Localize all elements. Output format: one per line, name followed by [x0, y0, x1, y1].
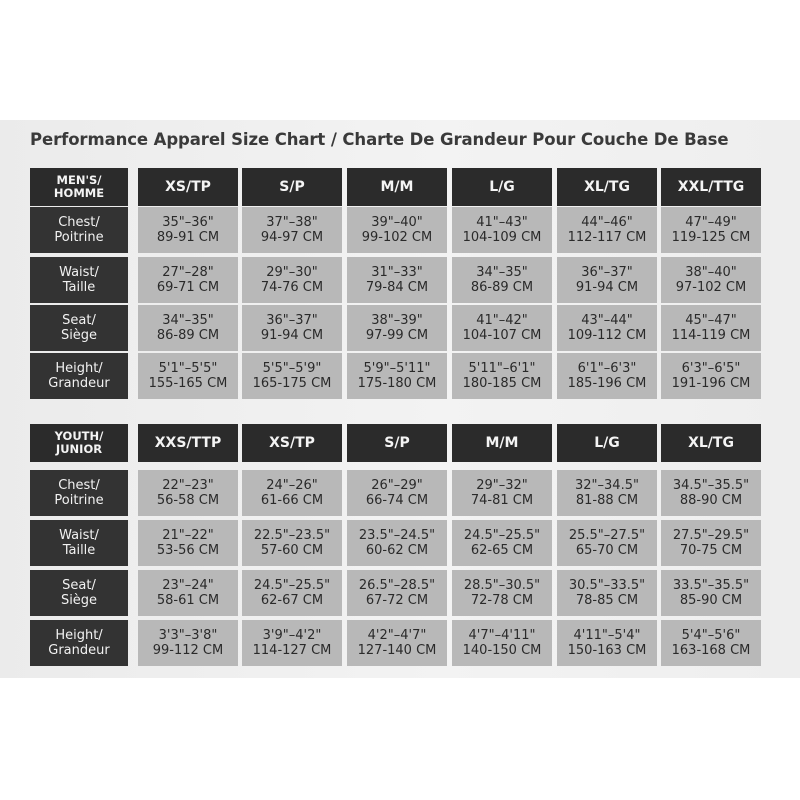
youth-size-header: L/G: [557, 424, 657, 462]
cell-line: 74-81 CM: [470, 493, 534, 508]
cell-line: 81-88 CM: [575, 493, 639, 508]
cell-line: YOUTH/: [54, 429, 104, 443]
cell-line: 91-94 CM: [575, 280, 639, 295]
cell-line: Waist/: [59, 528, 99, 543]
cell-line: 78-85 CM: [575, 593, 639, 608]
cell-line: 41"–43": [476, 215, 528, 230]
cell-line: 163-168 CM: [671, 643, 751, 658]
youth-size-value: [138, 470, 238, 516]
cell-line: 44"–46": [581, 215, 633, 230]
youth-size-value: [661, 470, 761, 516]
cell-line: Taille: [62, 543, 96, 558]
cell-line: 22.5"–23.5": [253, 528, 331, 543]
cell-line: 36"–37": [581, 265, 633, 280]
mens-size-value: [557, 305, 657, 351]
cell-line: 85-90 CM: [679, 593, 743, 608]
cell-line: MEN'S/: [56, 173, 102, 187]
mens-measure-row: [0, 305, 800, 351]
youth-size-value: [557, 570, 657, 616]
cell-line: 56-58 CM: [156, 493, 220, 508]
cell-line: 185-196 CM: [567, 376, 647, 391]
cell-line: 5'4"–5'6": [681, 628, 741, 643]
youth-measure-row: [0, 470, 800, 516]
cell-line: 53-56 CM: [156, 543, 220, 558]
cell-line: 57-60 CM: [260, 543, 324, 558]
cell-line: 24.5"–25.5": [253, 578, 331, 593]
mens-size-value: [242, 207, 342, 253]
cell-line: Seat/: [62, 313, 96, 328]
cell-line: 27"–28": [162, 265, 214, 280]
cell-line: 67-72 CM: [365, 593, 429, 608]
cell-line: 24"–26": [266, 478, 318, 493]
cell-line: 24.5"–25.5": [463, 528, 541, 543]
cell-line: 72-78 CM: [470, 593, 534, 608]
cell-line: Taille: [62, 280, 96, 295]
cell-line: 27.5"–29.5": [672, 528, 750, 543]
cell-line: 5'5"–5'9": [262, 361, 322, 376]
cell-line: 62-65 CM: [470, 543, 534, 558]
cell-line: 21"–22": [162, 528, 214, 543]
mens-size-value: [661, 305, 761, 351]
youth-size-header: XXS/TTP: [138, 424, 238, 462]
cell-line: 45"–47": [685, 313, 737, 328]
cell-line: 6'3"–6'5": [681, 361, 741, 376]
youth-corner-label: [30, 424, 128, 462]
cell-line: Height/: [55, 628, 103, 643]
mens-corner-label: [30, 168, 128, 206]
cell-line: 4'7"–4'11": [468, 628, 536, 643]
mens-row-label: [30, 257, 128, 303]
cell-line: 5'9"–5'11": [363, 361, 431, 376]
youth-size-value: [557, 520, 657, 566]
mens-measure-row: [0, 353, 800, 399]
mens-size-value: [452, 257, 552, 303]
cell-line: 23"–24": [162, 578, 214, 593]
cell-line: 112-117 CM: [567, 230, 647, 245]
youth-size-value: [557, 470, 657, 516]
cell-line: 4'2"–4'7": [367, 628, 427, 643]
cell-line: 74-76 CM: [260, 280, 324, 295]
mens-size-value: [347, 207, 447, 253]
cell-line: 91-94 CM: [260, 328, 324, 343]
youth-size-value: [557, 620, 657, 666]
cell-line: 104-109 CM: [462, 230, 542, 245]
youth-size-value: [138, 570, 238, 616]
youth-header-row: [0, 424, 800, 470]
youth-size-value: [347, 570, 447, 616]
cell-line: 26.5"–28.5": [358, 578, 436, 593]
cell-line: Chest/: [58, 215, 100, 230]
cell-line: 94-97 CM: [260, 230, 324, 245]
cell-line: 6'1"–6'3": [577, 361, 637, 376]
youth-row-label: [30, 570, 128, 616]
youth-size-value: [242, 520, 342, 566]
cell-line: Height/: [55, 361, 103, 376]
cell-line: 41"–42": [476, 313, 528, 328]
mens-size-value: [242, 353, 342, 399]
cell-line: 34"–35": [162, 313, 214, 328]
mens-size-value: [557, 257, 657, 303]
mens-size-header: XXL/TTG: [661, 168, 761, 206]
cell-line: 62-67 CM: [260, 593, 324, 608]
youth-size-value: [138, 520, 238, 566]
cell-line: 88-90 CM: [679, 493, 743, 508]
mens-size-value: [452, 305, 552, 351]
cell-line: 33.5"–35.5": [672, 578, 750, 593]
cell-line: 175-180 CM: [357, 376, 437, 391]
cell-line: 61-66 CM: [260, 493, 324, 508]
youth-size-value: [347, 520, 447, 566]
cell-line: 114-127 CM: [252, 643, 332, 658]
mens-size-header: L/G: [452, 168, 552, 206]
cell-line: 86-89 CM: [156, 328, 220, 343]
cell-line: 39"–40": [371, 215, 423, 230]
cell-line: Grandeur: [48, 376, 110, 391]
youth-row-label: [30, 470, 128, 516]
mens-measure-row: [0, 207, 800, 253]
cell-line: 66-74 CM: [365, 493, 429, 508]
cell-line: 58-61 CM: [156, 593, 220, 608]
cell-line: 140-150 CM: [462, 643, 542, 658]
cell-line: 22"–23": [162, 478, 214, 493]
youth-row-label: [30, 520, 128, 566]
youth-size-value: [242, 620, 342, 666]
cell-line: 31"–33": [371, 265, 423, 280]
youth-size-value: [452, 470, 552, 516]
cell-line: Poitrine: [54, 493, 104, 508]
mens-size-header: S/P: [242, 168, 342, 206]
cell-line: 119-125 CM: [671, 230, 751, 245]
youth-size-value: [242, 570, 342, 616]
cell-line: 37"–38": [266, 215, 318, 230]
youth-size-value: [661, 620, 761, 666]
cell-line: 47"–49": [685, 215, 737, 230]
mens-size-value: [242, 305, 342, 351]
cell-line: 43"–44": [581, 313, 633, 328]
youth-size-value: [347, 620, 447, 666]
cell-line: 36"–37": [266, 313, 318, 328]
cell-line: 69-71 CM: [156, 280, 220, 295]
cell-line: 29"–32": [476, 478, 528, 493]
youth-size-value: [347, 470, 447, 516]
youth-size-value: [661, 570, 761, 616]
cell-line: Chest/: [58, 478, 100, 493]
cell-line: 60-62 CM: [365, 543, 429, 558]
youth-size-header: XL/TG: [661, 424, 761, 462]
cell-line: 180-185 CM: [462, 376, 542, 391]
cell-line: 5'11"–6'1": [468, 361, 536, 376]
mens-size-value: [138, 353, 238, 399]
cell-line: 70-75 CM: [679, 543, 743, 558]
cell-line: 109-112 CM: [567, 328, 647, 343]
cell-line: 35"–36": [162, 215, 214, 230]
cell-line: 30.5"–33.5": [568, 578, 646, 593]
cell-line: 34.5"–35.5": [672, 478, 750, 493]
cell-line: 25.5"–27.5": [568, 528, 646, 543]
cell-line: 97-102 CM: [675, 280, 747, 295]
youth-size-value: [452, 570, 552, 616]
cell-line: Siège: [60, 328, 98, 343]
cell-line: 29"–30": [266, 265, 318, 280]
mens-size-value: [452, 207, 552, 253]
cell-line: 4'11"–5'4": [573, 628, 641, 643]
cell-line: 28.5"–30.5": [463, 578, 541, 593]
youth-size-header: S/P: [347, 424, 447, 462]
cell-line: 32"–34.5": [575, 478, 639, 493]
mens-size-value: [661, 353, 761, 399]
mens-size-value: [138, 305, 238, 351]
mens-size-header: XS/TP: [138, 168, 238, 206]
cell-line: Waist/: [59, 265, 99, 280]
cell-line: 97-99 CM: [365, 328, 429, 343]
mens-size-value: [347, 257, 447, 303]
mens-size-value: [661, 207, 761, 253]
cell-line: HOMME: [53, 186, 105, 200]
cell-line: 79-84 CM: [365, 280, 429, 295]
mens-measure-row: [0, 257, 800, 303]
youth-size-header: M/M: [452, 424, 552, 462]
chart-title: Performance Apparel Size Chart / Charte De Grandeur Pour Couche De Base: [30, 130, 729, 149]
mens-size-value: [138, 207, 238, 253]
mens-size-value: [661, 257, 761, 303]
cell-line: 99-102 CM: [361, 230, 433, 245]
mens-size-value: [452, 353, 552, 399]
youth-size-value: [661, 520, 761, 566]
youth-size-value: [242, 470, 342, 516]
cell-line: Grandeur: [48, 643, 110, 658]
cell-line: 86-89 CM: [470, 280, 534, 295]
cell-line: 26"–29": [371, 478, 423, 493]
cell-line: 155-165 CM: [148, 376, 228, 391]
youth-row-label: [30, 620, 128, 666]
cell-line: 191-196 CM: [671, 376, 751, 391]
cell-line: JUNIOR: [55, 442, 103, 456]
mens-size-value: [347, 353, 447, 399]
youth-size-value: [452, 520, 552, 566]
cell-line: 38"–39": [371, 313, 423, 328]
cell-line: 3'3"–3'8": [158, 628, 218, 643]
mens-size-value: [557, 207, 657, 253]
cell-line: Siège: [60, 593, 98, 608]
mens-row-label: [30, 353, 128, 399]
cell-line: 114-119 CM: [671, 328, 751, 343]
cell-line: 99-112 CM: [152, 643, 224, 658]
cell-line: 5'1"–5'5": [158, 361, 218, 376]
cell-line: 38"–40": [685, 265, 737, 280]
mens-size-header: M/M: [347, 168, 447, 206]
mens-size-value: [138, 257, 238, 303]
mens-size-header: XL/TG: [557, 168, 657, 206]
cell-line: 34"–35": [476, 265, 528, 280]
cell-line: Seat/: [62, 578, 96, 593]
youth-measure-row: [0, 570, 800, 616]
cell-line: Poitrine: [54, 230, 104, 245]
cell-line: 3'9"–4'2": [262, 628, 322, 643]
cell-line: 150-163 CM: [567, 643, 647, 658]
mens-row-label: [30, 207, 128, 253]
mens-row-label: [30, 305, 128, 351]
cell-line: 89-91 CM: [156, 230, 220, 245]
cell-line: 127-140 CM: [357, 643, 437, 658]
cell-line: 104-107 CM: [462, 328, 542, 343]
mens-size-value: [557, 353, 657, 399]
cell-line: 23.5"–24.5": [358, 528, 436, 543]
cell-line: 165-175 CM: [252, 376, 332, 391]
youth-size-header: XS/TP: [242, 424, 342, 462]
youth-measure-row: [0, 520, 800, 566]
youth-measure-row: [0, 620, 800, 666]
cell-line: 65-70 CM: [575, 543, 639, 558]
mens-size-value: [242, 257, 342, 303]
mens-size-value: [347, 305, 447, 351]
youth-size-value: [452, 620, 552, 666]
youth-size-value: [138, 620, 238, 666]
